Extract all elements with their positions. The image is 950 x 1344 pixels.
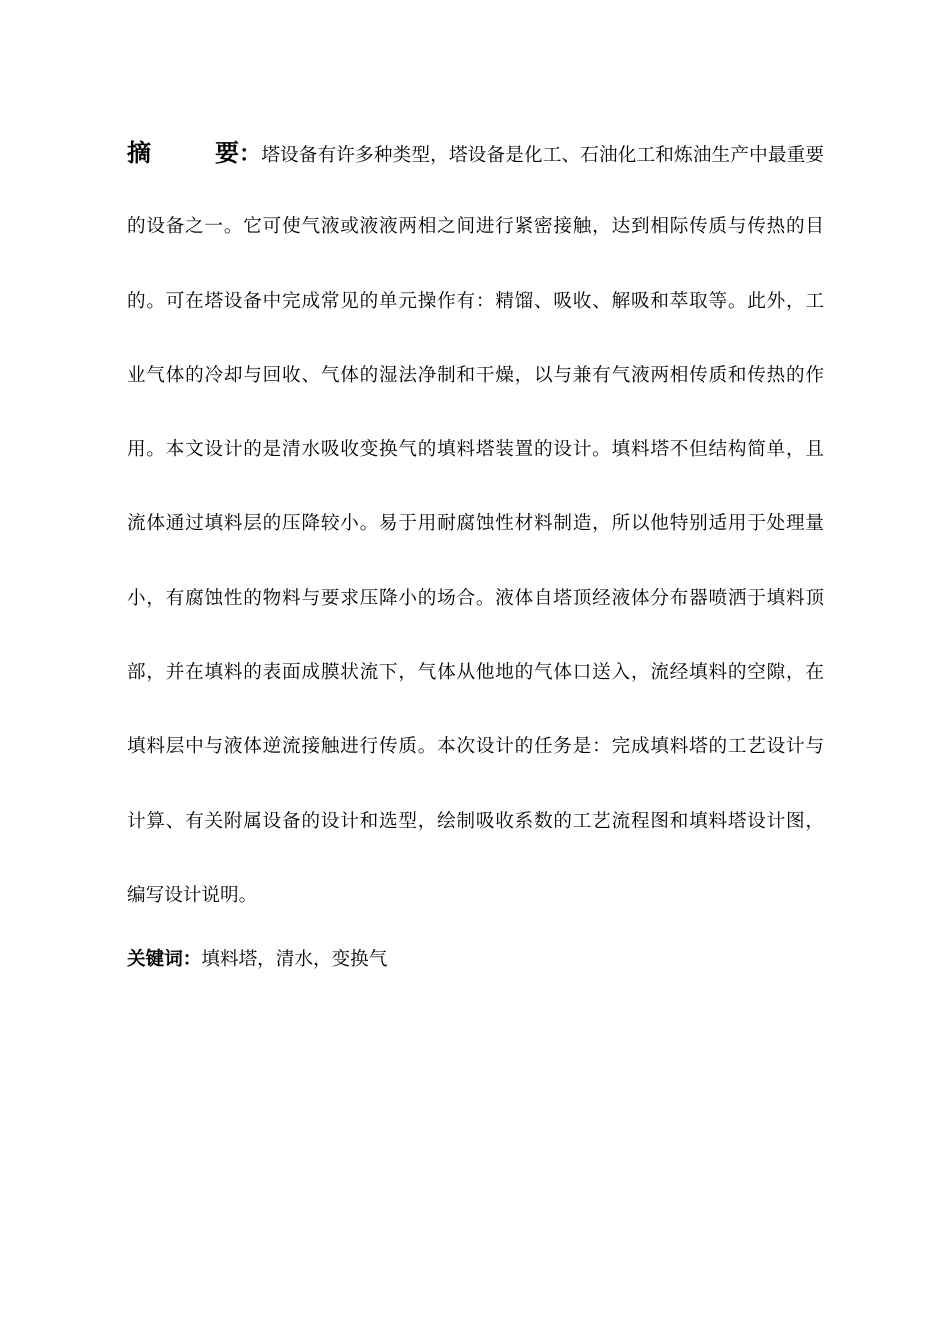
abstract-line-8: 部，并在填料的表面成膜状流下，气体从他地的气体口送入，流经填料的空隙，在 xyxy=(127,662,824,684)
abstract-colon: ： xyxy=(239,142,262,167)
keywords-value: 填料塔，清水，变换气 xyxy=(201,949,388,970)
abstract-line-2: 的设备之一。它可使气液或液液两相之间进行紧密接触，达到相际传质与传热的目 xyxy=(127,216,824,238)
abstract-section xyxy=(127,128,824,945)
abstract-label: 摘 要 xyxy=(127,139,239,167)
abstract-line-5: 用。本文设计的是清水吸收变换气的填料塔装置的设计。填料塔不但结构简单，且 xyxy=(127,439,824,461)
keywords-line xyxy=(127,940,824,980)
abstract-line-1 xyxy=(127,128,824,202)
keywords-label: 关键词： xyxy=(127,949,202,970)
abstract-line-9: 填料层中与液体逆流接触进行传质。本次设计的任务是：完成填料塔的工艺设计与 xyxy=(127,736,824,758)
abstract-line-6: 流体通过填料层的压降较小。易于用耐腐蚀性材料制造，所以他特别适用于处理量 xyxy=(127,513,824,535)
abstract-line-11: 编写设计说明。 xyxy=(127,884,258,906)
abstract-line-10: 计算、有关附属设备的设计和选型，绘制吸收系数的工艺流程图和填料塔设计图， xyxy=(127,810,824,832)
abstract-text: 塔设备有许多种类型，塔设备是化工、石油化工和炼油生产中最重要 xyxy=(261,145,824,166)
abstract-line-4: 业气体的冷却与回收、气体的湿法净制和干燥，以与兼有气液两相传质和传热的作 xyxy=(127,364,824,386)
abstract-line-3: 的。可在塔设备中完成常见的单元操作有：精馏、吸收、解吸和萃取等。此外，工 xyxy=(127,290,824,312)
abstract-line-7: 小，有腐蚀性的物料与要求压降小的场合。液体自塔顶经液体分布器喷洒于填料顶 xyxy=(127,587,824,609)
